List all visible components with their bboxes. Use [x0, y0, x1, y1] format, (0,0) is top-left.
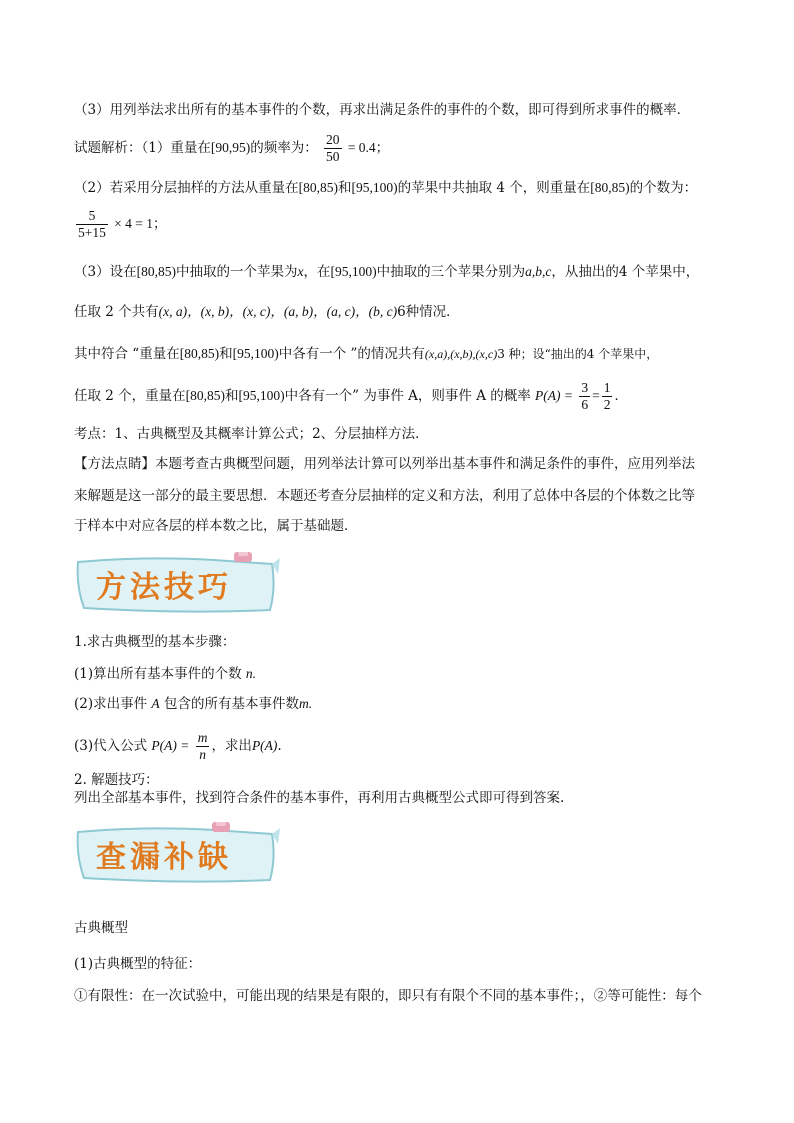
text-segment: 任取 2 个，重量在: [74, 388, 186, 404]
denominator: 6: [581, 397, 589, 412]
text-segment: 的苹果中共抽取 4 个，则重量在: [397, 180, 591, 196]
text-segment: 试题解析：（1）重量在: [74, 140, 211, 156]
numerator: 1: [603, 380, 611, 395]
interval: [95,100): [232, 346, 279, 361]
text-segment: （3）设在: [74, 264, 137, 280]
denominator: 50: [326, 149, 340, 164]
denominator: n: [199, 747, 206, 762]
text-line: 来解题是这一部分的最主要思想．本题还考查分层抽样的定义和方法，利用了总体中各层的个体数之比等: [74, 488, 695, 504]
math-expression: (x,a),(x,b),(x,c): [424, 347, 498, 361]
math-var: m.: [298, 696, 313, 711]
text-segment: 3 种；设“抽出的4 个苹果中，: [497, 347, 659, 361]
text-segment: 中各有一个” 为事件 A，则事件 A 的概率: [284, 388, 531, 404]
text-line: [74, 344, 658, 364]
math-expression: P(A) =: [535, 388, 574, 403]
text-line: [74, 730, 282, 763]
text-segment: = 0.4；: [347, 140, 390, 155]
text-segment: (1)算出所有基本事件的个数: [74, 666, 242, 682]
text-line: ①有限性：在一次试验中，可能出现的结果是有限的，即只有有限个不同的基本事件；，②等可能性：每个: [74, 988, 702, 1004]
section-banner-gaps: [74, 822, 284, 886]
text-line: (1)古典概型的特征：: [74, 956, 202, 972]
text-line: [74, 262, 699, 282]
text-line: 1.求古典概型的基本步骤：: [74, 634, 236, 650]
math-expression: P(A): [251, 738, 278, 753]
numerator: 20: [326, 132, 340, 147]
denominator: 5+15: [78, 225, 106, 240]
text-segment: 6种情况．: [397, 304, 460, 320]
text-segment: ．: [614, 388, 628, 404]
text-segment: ，求出: [211, 738, 252, 754]
text-line: [74, 208, 167, 241]
text-segment: （2）若采用分层抽样的方法从重量在: [74, 180, 299, 196]
interval: [95,100): [351, 180, 398, 195]
numerator: 3: [581, 380, 589, 395]
text-line: （3）用列举法求出所有的基本事件的个数，再求出满足条件的事件的个数，即可得到所求事件的概率．: [74, 102, 691, 118]
text-segment: 的频率为：: [250, 140, 318, 156]
math-expression: (x, a)，(x, b)，(x, c)，(a, b)，(a, c)，(b, c): [158, 304, 398, 319]
text-segment: 中各有一个 ”的情况共有: [278, 346, 425, 362]
text-line: [74, 694, 312, 714]
text-line: 古典概型: [74, 920, 128, 936]
text-segment: ，从抽出的4 个苹果中，: [551, 264, 700, 280]
text-line: [74, 664, 256, 684]
interval: [80,85): [590, 180, 630, 195]
equals-sign: =: [592, 388, 600, 403]
text-line: 【方法点睛】本题考查古典概型问题，用列举法计算可以列举出基本事件和满足条件的事件，应用列举法: [74, 456, 695, 472]
text-segment: 和: [219, 346, 233, 362]
text-line: [74, 380, 628, 413]
text-segment: (2)求出事件: [74, 696, 148, 712]
text-segment: × 4 = 1；: [114, 216, 167, 231]
interval: [80,85): [179, 346, 220, 361]
numerator: 5: [76, 208, 108, 225]
math-expression: P(A) =: [151, 738, 190, 753]
text-segment: 任取 2 个共有: [74, 304, 159, 320]
text-segment: 其中符合 “重量在: [74, 346, 180, 362]
text-line: [74, 302, 460, 322]
text-segment: .: [277, 738, 282, 754]
interval: [80,85): [298, 180, 338, 195]
text-segment: (3)代入公式: [74, 738, 148, 754]
banner-title: 查漏补缺: [96, 840, 232, 875]
text-line: 于样本中对应各层的样本数之比，属于基础题．: [74, 518, 358, 534]
math-var: n.: [245, 666, 257, 681]
fraction: [196, 730, 210, 763]
math-var: A: [151, 696, 160, 711]
section-banner-method: [74, 552, 284, 616]
fraction: [602, 380, 613, 413]
numerator: m: [197, 730, 208, 745]
text-segment: 和: [337, 180, 352, 196]
text-line: [74, 178, 697, 198]
math-var: a,b,c: [525, 264, 552, 279]
denominator: 2: [603, 397, 611, 412]
text-line: [74, 132, 389, 165]
text-segment: 中抽取的三个苹果分别为: [376, 264, 526, 280]
interval: [80,85): [136, 264, 176, 279]
text-line: 考点：1、古典概型及其概率计算公式；2、分层抽样方法．: [74, 426, 429, 442]
text-segment: 的个数为：: [629, 180, 698, 196]
text-line: 列出全部基本事件，找到符合条件的基本事件，再利用古典概型公式即可得到答案.: [74, 790, 565, 806]
interval: [90,95): [210, 140, 251, 155]
interval: [95,100): [238, 388, 285, 403]
banner-title: 方法技巧: [96, 570, 232, 605]
text-segment: ，在: [303, 264, 331, 280]
text-segment: 和: [225, 388, 239, 404]
interval: [80,85): [185, 388, 226, 403]
text-segment: 包含的所有基本事件数: [163, 696, 299, 712]
interval: [95,100): [330, 264, 377, 279]
fraction: [324, 132, 342, 165]
fraction: [579, 380, 590, 413]
math-var: x: [297, 264, 304, 279]
fraction: [76, 208, 108, 241]
text-line: 2. 解题技巧：: [74, 772, 159, 788]
text-segment: 中抽取的一个苹果为: [175, 264, 298, 280]
